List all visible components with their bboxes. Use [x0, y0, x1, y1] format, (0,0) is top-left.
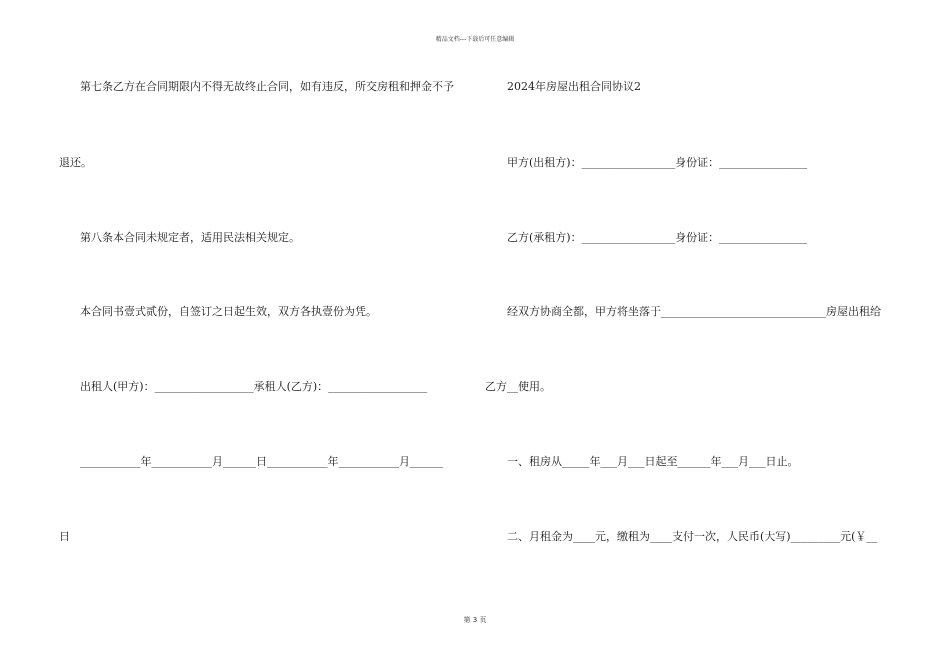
party-a-line: 甲方(出租方)：_________________身份证：________________: [507, 156, 808, 169]
property-use-line: 乙方__使用。: [485, 380, 551, 393]
lease-term-line: 一、租房从_____年___月___日起至______年___月___日止。: [507, 455, 799, 468]
page-header: 精品文档---下载后可任意编辑: [435, 36, 515, 43]
clause-7-continued: 退还。: [59, 156, 92, 169]
date-line: ___________年___________月______日___________年___________月______: [80, 455, 443, 468]
party-b-line: 乙方(承租方)：_________________身份证：________________: [507, 231, 808, 244]
contract-title: 2024年房屋出租合同协议2: [507, 80, 641, 93]
page-number: 第 3 页: [463, 616, 487, 624]
property-location-line: 经双方协商全都，甲方将坐落于______________________________房屋出租给: [507, 305, 881, 318]
clause-7-text: 第七条乙方在合同期限内不得无故终止合同，如有违反，所交房租和押金不予: [80, 80, 454, 93]
rent-amount-line: 二、月租金为____元，缴租为____支付一次，人民币(大写)_________元(￥__: [507, 530, 878, 543]
date-line-continued: 日: [59, 530, 70, 543]
copies-clause-text: 本合同书壹式贰份，自签订之日起生效，双方各执壹份为凭。: [80, 305, 377, 318]
clause-8-text: 第八条本合同未规定者，适用民法相关规定。: [80, 231, 300, 244]
signature-line: 出租人(甲方)：__________________承租人(乙方)：__________________: [80, 380, 428, 393]
